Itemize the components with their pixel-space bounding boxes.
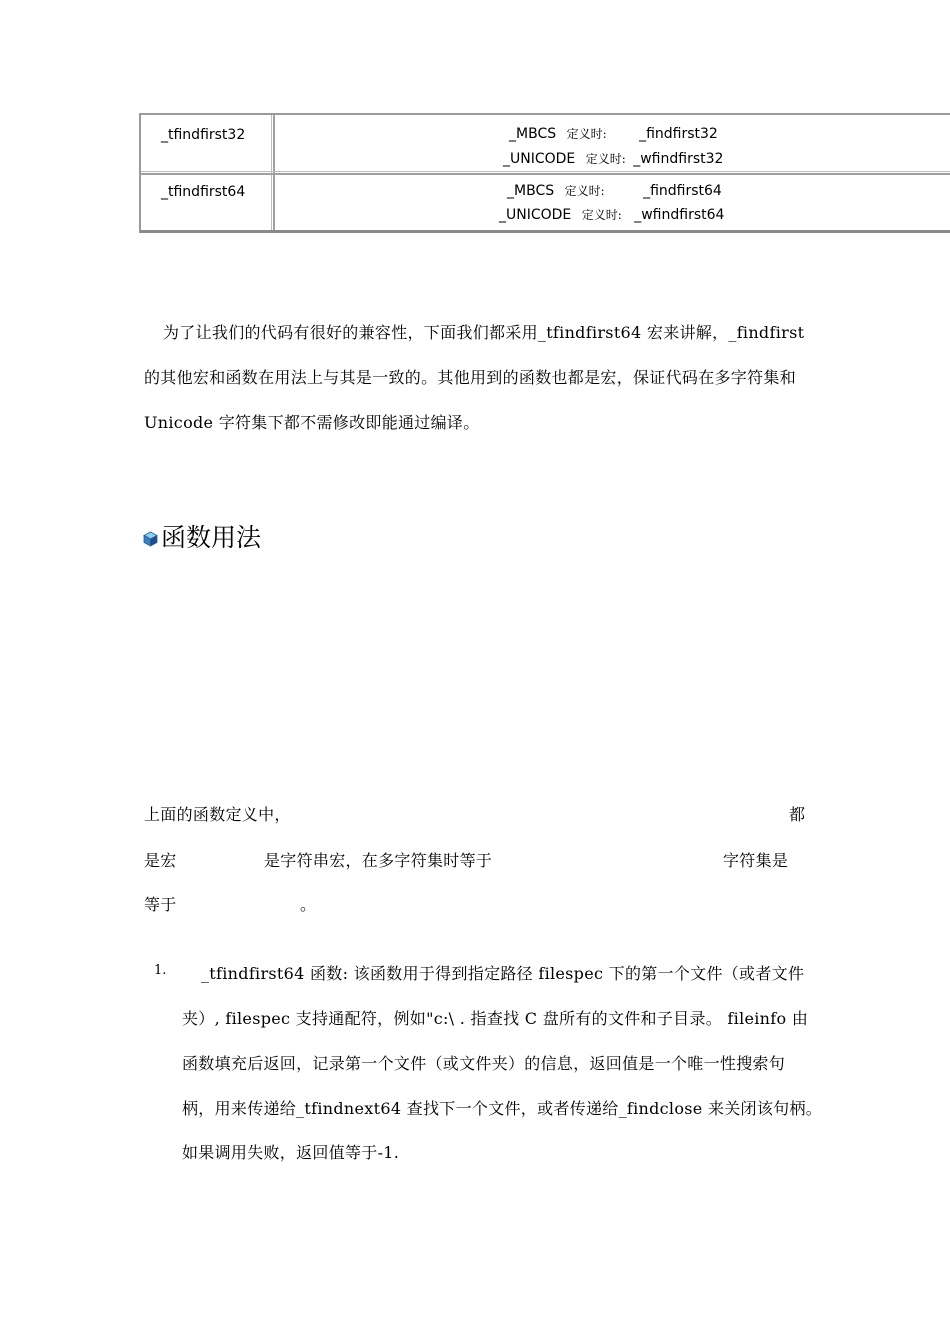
mbcs-prefix: _MBCS [507, 183, 555, 199]
definition-line-1-left: 上面的函数定义中， [144, 805, 291, 824]
unicode-definition [503, 150, 723, 167]
list-number: 1. [154, 963, 167, 978]
unicode-definition [499, 206, 724, 223]
macro-name-cell: _tfindfirst32 [161, 127, 246, 143]
mbcs-prefix: _MBCS [509, 126, 557, 142]
mbcs-definition [507, 182, 722, 199]
list-item-line-5: 如果调用失败，返回值等于-1. [182, 1143, 400, 1162]
definition-value: _wfindfirst64 [634, 207, 725, 223]
definition-line-3-b: 。 [300, 895, 317, 914]
unicode-prefix: _UNICODE [503, 151, 576, 167]
definition-line-3-a: 等于 [144, 895, 177, 914]
definition-value: _findfirst32 [639, 126, 718, 142]
table-row [141, 115, 950, 171]
definition-label: 定义时: [566, 127, 607, 141]
definition-value: _wfindfirst32 [633, 151, 724, 167]
intro-line-1: 为了让我们的代码有很好的兼容性，下面我们都采用_tfindfirst64 宏来讲解，_findfirst [163, 323, 805, 342]
intro-line-3: Unicode 字符集下都不需修改即能通过编译。 [144, 413, 480, 432]
section-heading-text: 函数用法 [161, 523, 262, 552]
section-heading [143, 518, 261, 554]
list-item-line-2: 夹）, filespec 支持通配符，例如"c:\ . 指查找 C 盘所有的文件和子目录。 fileinfo 由 [182, 1009, 809, 1028]
definition-label: 定义时: [564, 184, 605, 198]
definition-line-1-right: 都 [789, 805, 806, 824]
definition-label: 定义时: [585, 152, 626, 166]
definition-value: _findfirst64 [643, 183, 722, 199]
definition-line-2-c: 字符集是 [723, 851, 789, 870]
definition-line-2-b: 是字符串宏，在多字符集时等于 [264, 851, 493, 870]
intro-line-2: 的其他宏和函数在用法上与其是一致的。其他用到的函数也都是宏，保证代码在多字符集和 [144, 368, 797, 387]
list-item-line-3: 函数填充后返回，记录第一个文件（或文件夹）的信息，返回值是一个唯一性搜索句 [182, 1054, 786, 1073]
macro-name-cell: _tfindfirst64 [161, 184, 246, 200]
table-row [141, 175, 950, 231]
list-item-line-1: _tfindfirst64 函数: 该函数用于得到指定路径 filespec 下的第一个文件（或者文件 [201, 964, 805, 983]
definition-label: 定义时: [581, 208, 622, 222]
cube-icon [143, 531, 158, 547]
mbcs-definition [509, 125, 718, 142]
macro-table [139, 113, 950, 233]
list-item-line-4: 柄，用来传递给_tfindnext64 查找下一个文件，或者传递给_findclose 来关闭该句柄。 [182, 1099, 823, 1118]
definition-line-2-a: 是宏 [144, 851, 177, 870]
unicode-prefix: _UNICODE [499, 207, 572, 223]
